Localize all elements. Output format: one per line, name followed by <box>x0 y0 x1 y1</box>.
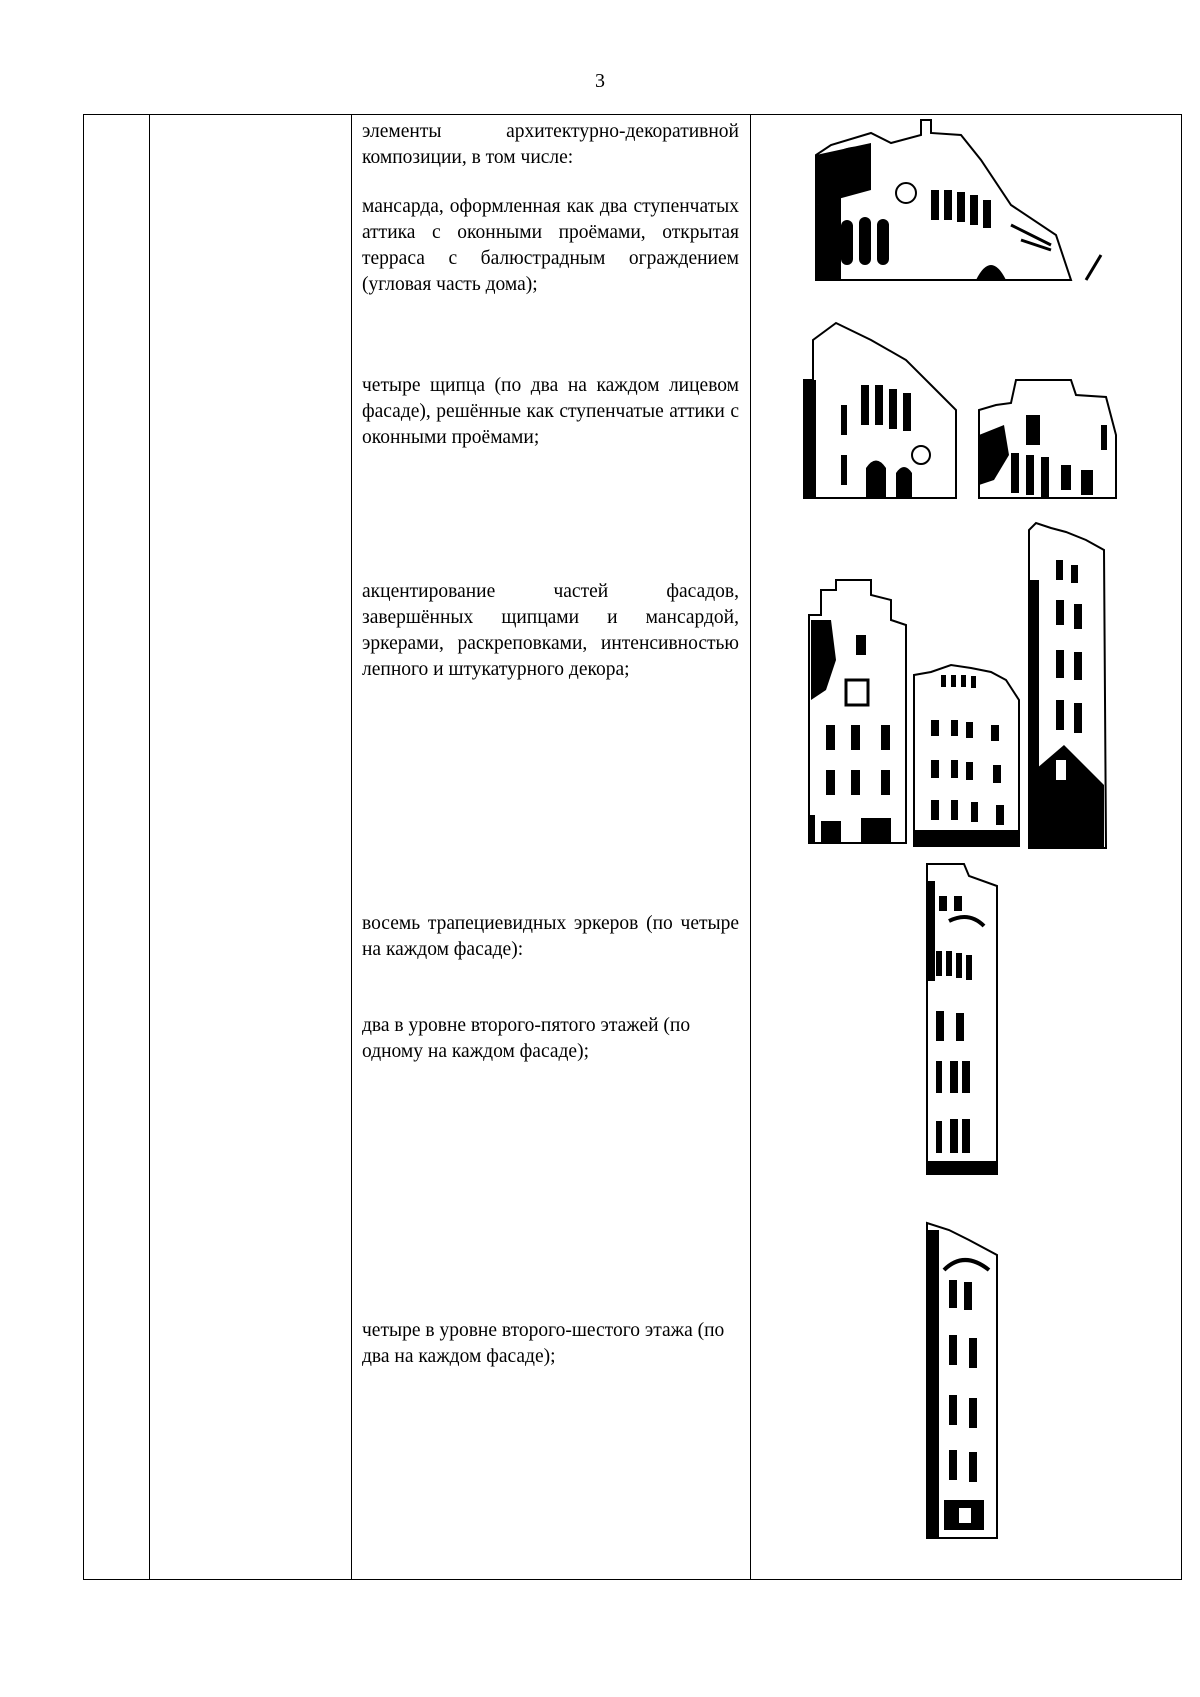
entry-gables: четыре щипца (по два на каждом лицевом фасаде), решённые как ступенчатые аттики с оконными проёмами; <box>362 375 739 448</box>
mansard-photo <box>811 115 1111 285</box>
entry-intro: элементы архитектурно-декоративной композиции, в том числе: <box>362 121 739 168</box>
gables-photo-left <box>801 315 966 500</box>
facade-photo-2 <box>911 660 1021 848</box>
bay-photo-2 <box>924 1220 1004 1540</box>
entry-bays-four: четыре в уровне второго-шестого этажа (по два на каждом фасаде); <box>362 1320 725 1367</box>
table-row <box>84 115 1182 1580</box>
cell-number <box>84 115 150 1580</box>
entry-bays: восемь трапециевидных эркеров (по четыре на каждом фасаде): <box>362 913 739 960</box>
cell-illustrations <box>751 115 1182 1580</box>
facade-photo-3 <box>1026 520 1111 850</box>
cell-description <box>352 115 751 1580</box>
entry-accents: акцентирование частей фасадов, завершённых щипцами и мансардой, эркерами, раскреповками, интенсивностью лепного и штукатурного декора; <box>362 581 739 680</box>
page-number: 3 <box>595 70 605 92</box>
gables-photo-right <box>976 375 1121 500</box>
facade-photo-1 <box>806 575 911 845</box>
entry-bays-two: два в уровне второго-пятого этажей (по одному на каждом фасаде); <box>362 1015 691 1062</box>
protection-subject-table <box>83 114 1182 1580</box>
cell-category <box>150 115 352 1580</box>
bay-photo-1 <box>924 861 1004 1176</box>
entry-mansard: мансарда, оформленная как два ступенчатых аттика с оконными проёмами, открытая терраса с балюстрадным ограждением (угловая часть дома); <box>362 196 739 295</box>
